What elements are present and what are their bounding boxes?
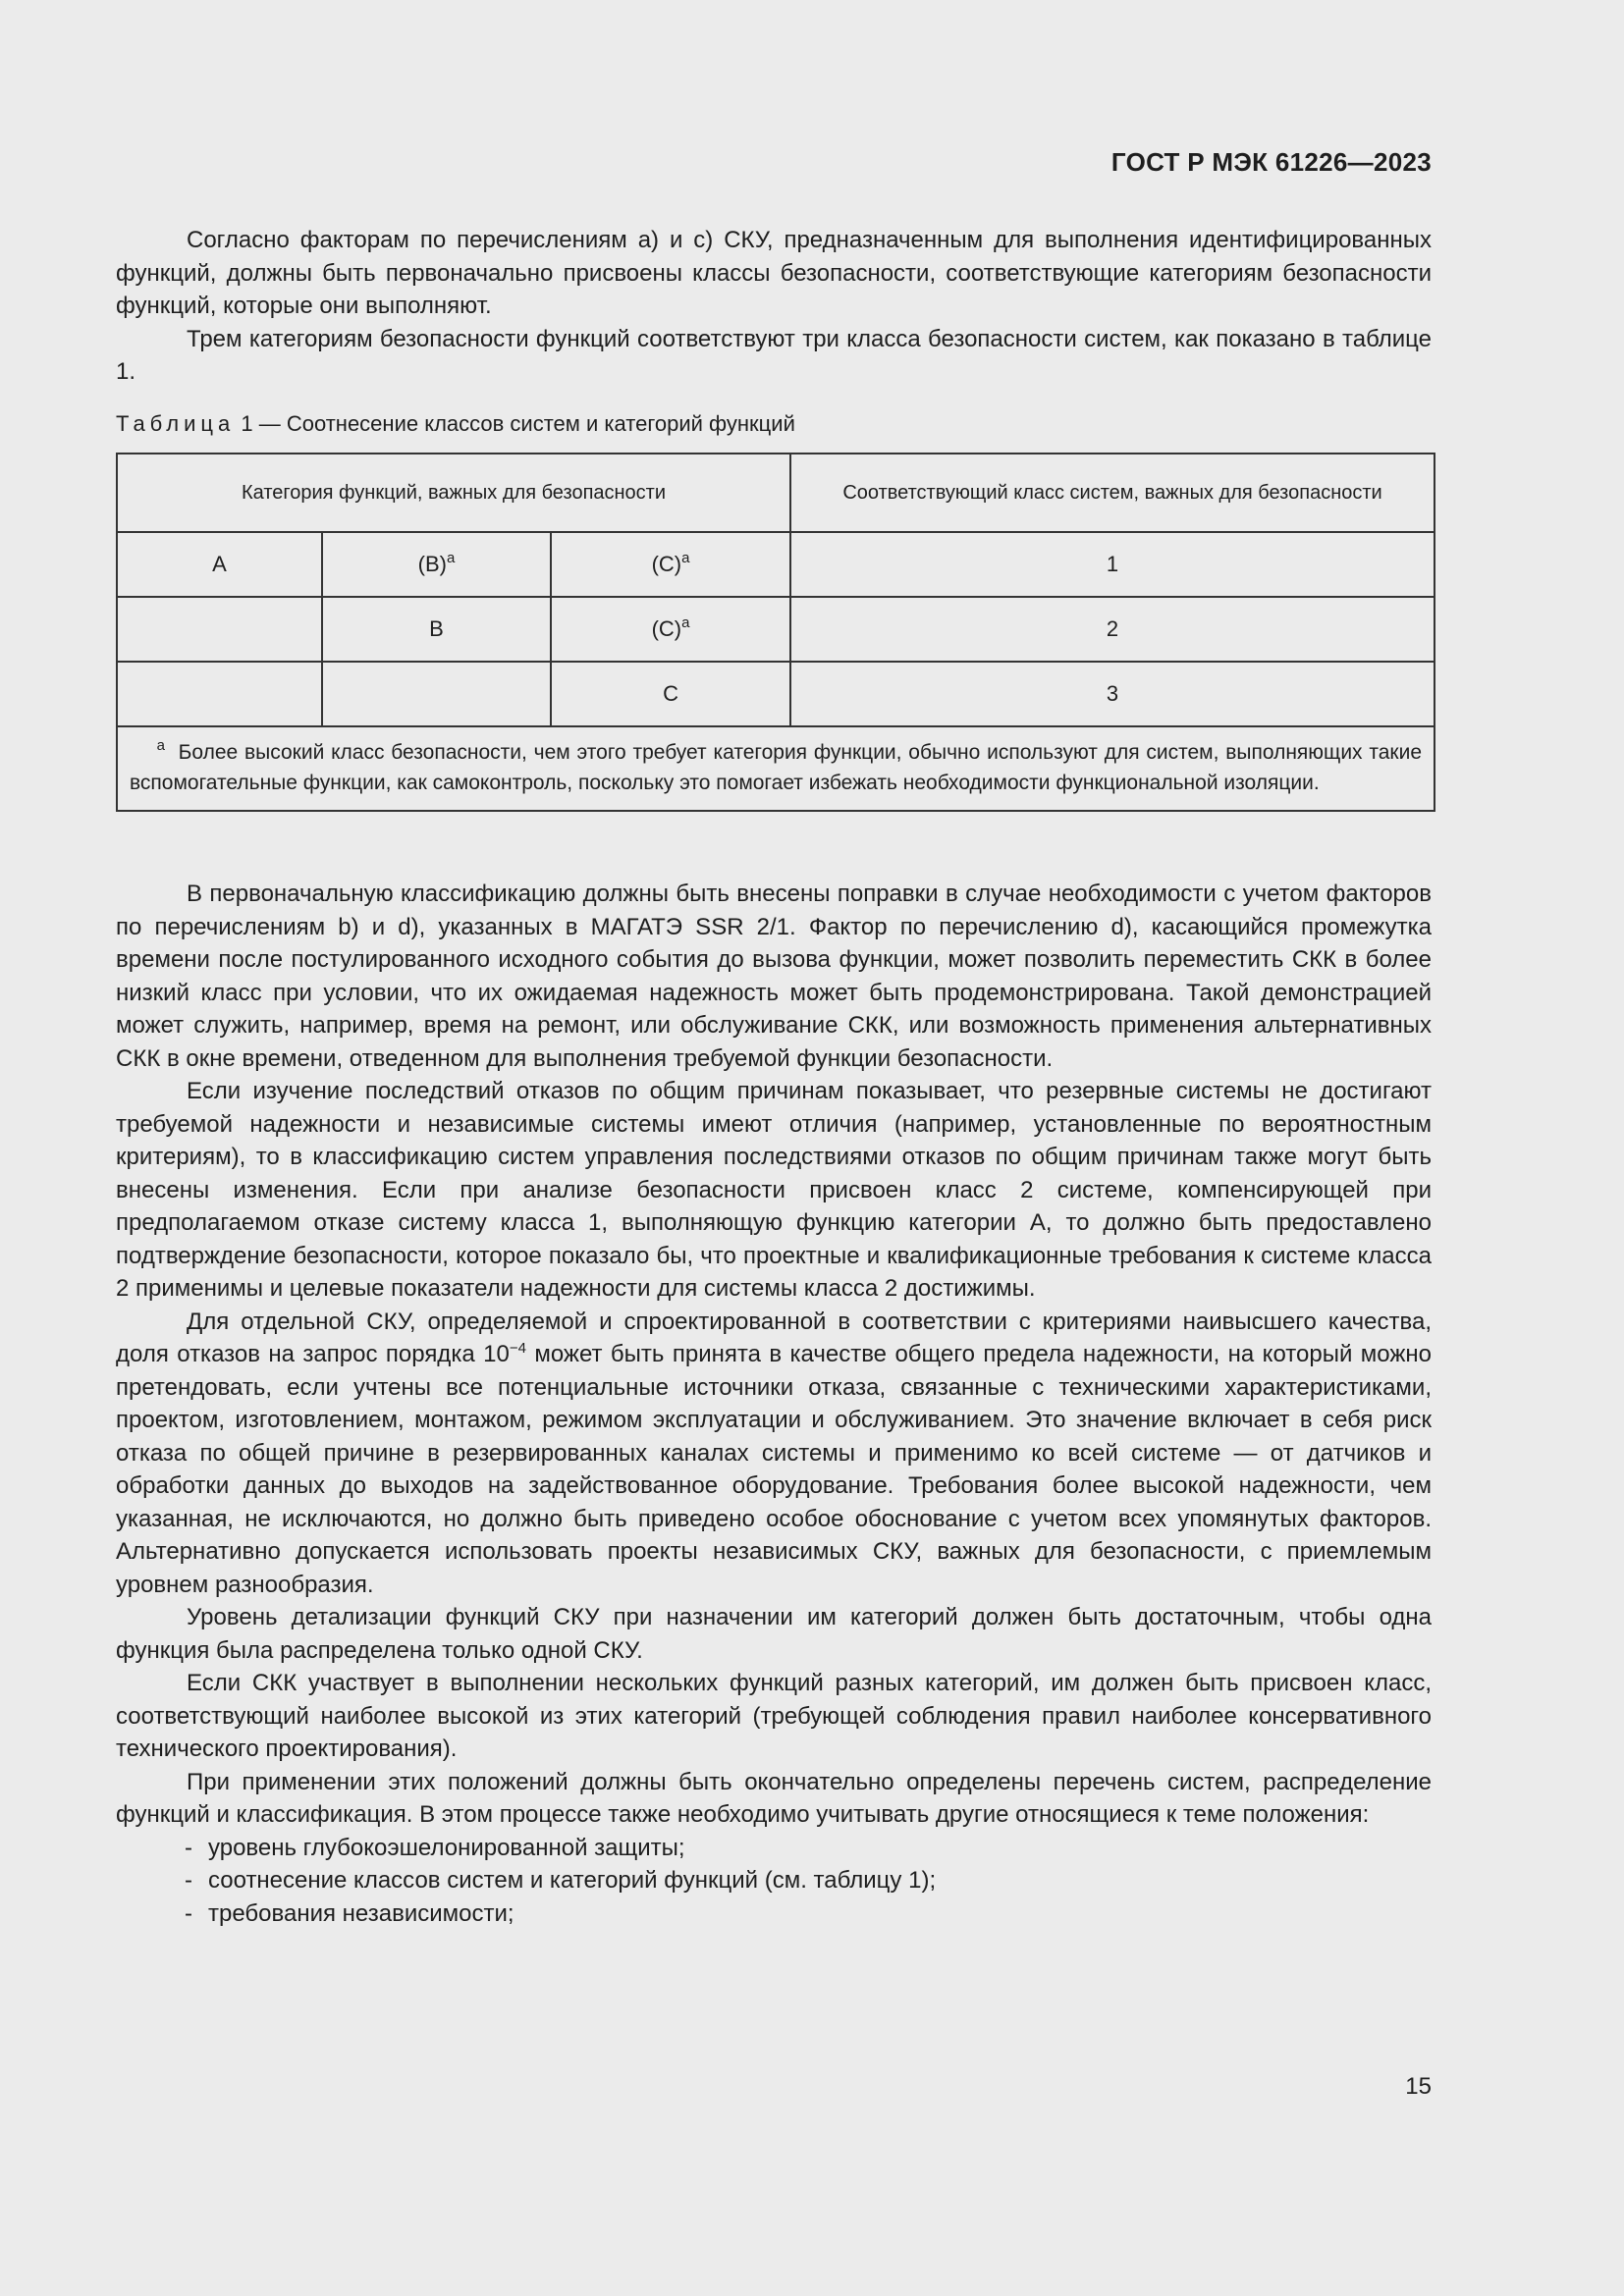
body-paragraph: Если СКК участвует в выполнении нескольких функций разных категорий, им должен быть присвоен класс, соответствующий наиболее высокой из этих категорий (требующей соблюдения правил наиболее консервативного технического проектирования). [116,1670,1432,1762]
footnote-text: Более высокий класс безопасности, чем этого требует категория функции, обычно используют для систем, выполняющих такие вспомогательные функции, как самоконтроль, поскольку это помогает избежать необходимости функциональной изоляции. [130,741,1423,794]
list-item: - соотнесение классов систем и категорий функций (см. таблицу 1); [116,1864,1432,1897]
class-cell: 2 [790,597,1435,662]
list-dash: - [185,1834,192,1861]
category-cell: С [551,662,790,726]
category-cell: $(В)^a$ [322,532,551,597]
table-row [117,597,1435,662]
body-paragraph: Уровень детализации функций СКУ при назначении им категорий должен быть достаточным, чтобы одна функция была распределена только одной СКУ. [116,1604,1432,1664]
header-class-cell: Соответствующий класс систем, важных для безопасности [790,454,1435,532]
category-cell: $(С)^a$ [551,532,790,597]
category-cell: В [322,597,551,662]
page-number: 15 [1405,2073,1432,2100]
footnote-marker: a [446,550,456,566]
class-cell: 1 [790,532,1435,597]
exponent: −4 [509,1340,526,1357]
body-paragraph: Если изучение последствий отказов по общим причинам показывает, что резервные системы не достигают требуемой надежности и независимые системы имеют отличия (например, установленные по вероятностным критериям), то в классификацию систем управления последствиями отказов по общим причинам также могут быть внесены изменения. Если при анализе безопасности присвоен класс 2 системе, компенсирующей при предполагаемом отказе систему класса 1, выполняющую функцию категории А, то должно быть предоставлено подтверждение безопасности, которое показало бы, что проектные и квалификационные требования к системе класса 2 применимы и целевые показатели надежности для системы класса 2 достижимы. [116,1078,1432,1302]
category-cell [117,662,322,726]
list-dash: - [185,1867,192,1894]
table-row [117,662,1435,726]
intro-paragraph-1: Согласно факторам по перечислениям a) и c) СКУ, предназначенным для выполнения идентифицированных функций, должны быть первоначально присвоены классы безопасности, соответствующие категориям безопасности функций, которые они выполняют. [116,227,1432,319]
table-header-row [117,454,1435,532]
table-footnote [117,726,1435,811]
list-dash: - [185,1899,192,1927]
footnote-marker: a [681,550,690,566]
table-caption-title: 1 — Соотнесение классов систем и категорий функций [241,411,795,436]
table-caption [116,411,795,437]
list-item: - уровень глубокоэшелонированной защиты; [116,1832,1432,1865]
class-cell: 3 [790,662,1435,726]
classification-table [116,453,1435,812]
body-section [116,878,1432,1930]
list-item: - требования независимости; [116,1897,1432,1931]
body-paragraph: В первоначальную классификацию должны быть внесены поправки в случае необходимости с учетом факторов по перечислениям b) и d), указанных в МАГАТЭ SSR 2/1. Фактор по перечислению d), касающийся промежутка времени после постулированного исходного события до вызова функции, может позволить переместить СКК в более низкий класс при условии, что их ожидаемая надежность может быть продемонстрирована. Такой демонстрацией может служить, например, время на ремонт, или обслуживание СКК, или возможность применения альтернативных СКК в окне времени, отведенном для выполнения требуемой функции безопасности. [116,881,1432,1072]
intro-paragraph-2: Трем категориям безопасности функций соответствуют три класса безопасности систем, как показано в таблице 1. [116,325,1432,385]
table-caption-word: Таблица [116,411,236,436]
table-row [117,532,1435,597]
category-cell [117,597,322,662]
table-footnote-row [117,726,1435,811]
category-cell: $(С)^a$ [551,597,790,662]
footnote-marker: a [681,614,690,631]
body-paragraph: При применении этих положений должны быть окончательно определены перечень систем, распределение функций и классификация. В этом процессе также необходимо учитывать другие относящиеся к теме положения: [116,1768,1432,1828]
header-category-cell: Категория функций, важных для безопасности [117,454,790,532]
intro-section [116,224,1432,389]
category-cell [322,662,551,726]
body-paragraph: Для отдельной СКУ, определяемой и спроектированной в соответствии с критериями наивысшего качества, доля отказов на запрос порядка $10^{-4}$ может быть принята в качестве общего предела надежности, на который можно претендовать, если учтены все потенциальные источники отказа, связанные с техническими характеристиками, проектом, изготовлением, монтажом, режимом эксплуатации и обслуживанием. Это значение включает в себя риск отказа по общей причине в резервированных каналах системы и применимо ко всей системе — от датчиков и обработки данных до выходов на задействованное оборудование. Требования более высокой надежности, чем указанная, не исключаются, но должно быть приведено особое обоснование с учетом всех упомянутых факторов. Альтернативно допускается использовать проекты независимых СКУ, важных для безопасности, с приемлемым уровнем разнообразия. [116,1308,1432,1598]
footnote-marker: a [156,737,165,754]
document-id-header: ГОСТ Р МЭК 61226—2023 [1110,147,1432,177]
category-cell: А [117,532,322,597]
